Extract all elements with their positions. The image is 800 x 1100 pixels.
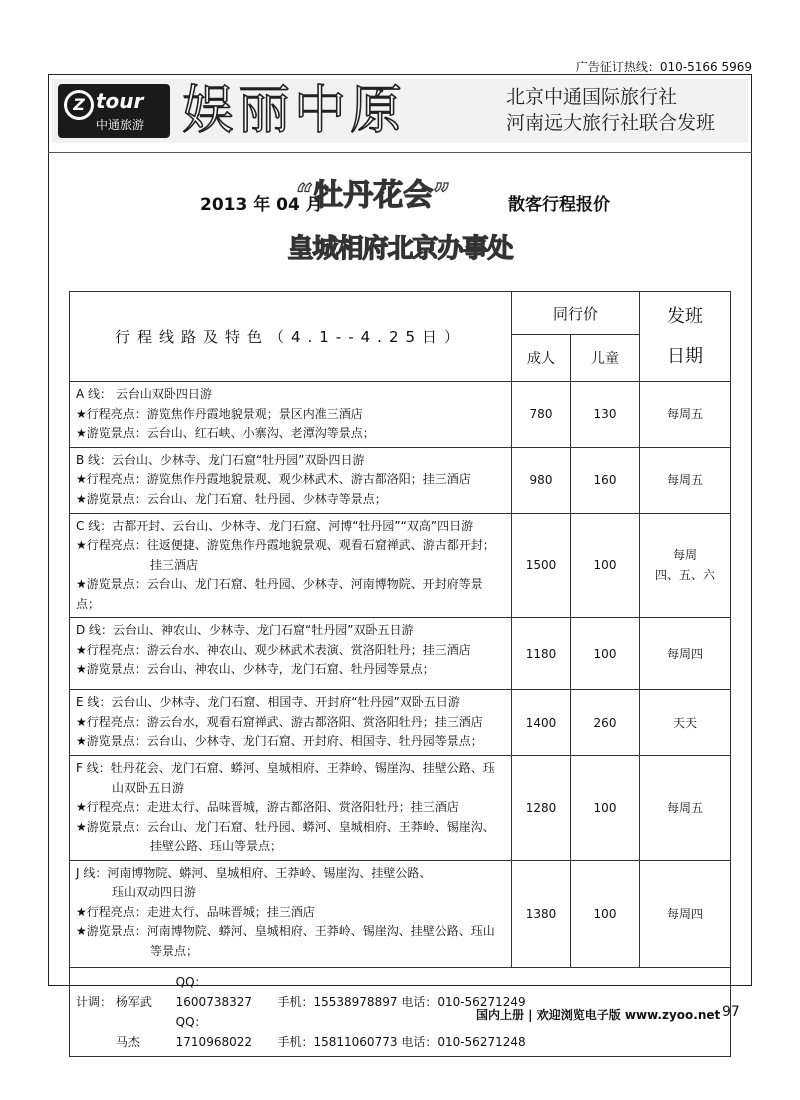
adult-price: 980	[512, 447, 571, 513]
route-cell	[70, 860, 512, 967]
itinerary-table	[69, 291, 731, 1057]
contact-name: 杨军武	[115, 994, 152, 1009]
route-cell	[70, 756, 512, 861]
route-highlight: ★行程亮点：游云台水，观看石窟禅武、游古都洛阳、赏洛阳牡丹；挂三酒店	[76, 714, 483, 729]
route-sights: ★游览景点：云台山、红石峡、小寨沟、老潭沟等景点；	[76, 426, 375, 440]
table-row	[70, 860, 731, 967]
adult-price: 1500	[512, 513, 571, 618]
organizer-line-1: 北京中通国际旅行社	[506, 86, 678, 108]
child-price: 130	[571, 382, 640, 448]
logo-subtitle: 中通旅游	[96, 118, 145, 132]
route-title: B 线：云台山、少林寺、龙门石窟“牡丹园”双卧四日游	[76, 452, 365, 467]
departure-days-line-1: 每周	[672, 548, 697, 563]
route-highlight: ★行程亮点：游览焦作丹霞地貌景观；景区内准三酒店	[76, 406, 363, 421]
departure-days: 每周五	[640, 447, 731, 513]
table-row	[70, 513, 731, 618]
quote-label: 散客行程报价	[508, 195, 610, 215]
divider	[48, 152, 752, 153]
departure-header	[640, 292, 731, 382]
adult-price: 1180	[512, 618, 571, 690]
adult-price: 1280	[512, 756, 571, 861]
organizers	[506, 84, 715, 136]
page-number: 97	[722, 1004, 740, 1020]
child-price: 100	[571, 860, 640, 967]
logo-brand: tour	[96, 89, 144, 113]
zoo-tour-logo	[58, 84, 170, 138]
route-title-cont: 山双卧五日游	[112, 780, 185, 795]
adult-price: 1380	[512, 860, 571, 967]
table-row	[70, 618, 731, 690]
route-highlight: ★行程亮点：游云台水、神农山、观少林武术表演、赏洛阳牡丹；挂三酒店	[76, 642, 471, 657]
office-name: 皇城相府北京办事处	[287, 234, 513, 264]
child-price: 160	[571, 447, 640, 513]
route-sights: ★游览景点：云台山、神农山、少林寺，龙门石窟、牡丹园等景点；	[76, 662, 435, 676]
route-highlight: ★行程亮点：游览焦作丹霞地貌景观、观少林武术、游古都洛阳；挂三酒店	[76, 472, 471, 486]
child-header: 儿童	[571, 335, 640, 382]
route-sights-cont: 挂壁公路、珏山等景点；	[150, 839, 283, 853]
route-title: C 线：古都开封、云台山、少林寺、龙门石窟、河博“牡丹园”“双高”四日游	[76, 518, 474, 533]
route-title: E 线：云台山、少林寺、龙门石窟、相国寺、开封府“牡丹园”双卧五日游	[76, 695, 460, 709]
child-price: 100	[571, 513, 640, 618]
contact-name: 马杰	[115, 1034, 140, 1049]
route-cell	[70, 382, 512, 448]
route-header: 行程线路及特色（4.1--4.25日）	[70, 292, 512, 382]
child-price: 260	[571, 690, 640, 756]
departure-days: 每周四	[640, 860, 731, 967]
route-sights: ★游览景点：云台山、龙门石窟、牡丹园、少林寺、河南博物院、开封府等景点；	[76, 577, 483, 611]
departure-days: 每周五	[640, 382, 731, 448]
banner-title: 娱丽中原	[182, 81, 407, 141]
festival-title: “牡丹花会”	[296, 178, 451, 213]
route-cell	[70, 447, 512, 513]
route-sights: ★游览景点：云台山、龙门石窟、牡丹园、少林寺等景点；	[76, 491, 387, 506]
ad-hotline: 广告征订热线：010-5166 5969	[575, 60, 752, 74]
contact-qq: QQ：1710968022	[175, 1014, 253, 1049]
route-title: J 线：河南博物院、蟒河、皇城相府、王莽岭、锡崖沟、挂壁公路、	[76, 865, 432, 880]
route-cell	[70, 513, 512, 618]
adult-price: 1400	[512, 690, 571, 756]
departure-days	[640, 513, 731, 618]
route-sights: ★游览景点：河南博物院、蟒河、皇城相府、王莽岭、锡崖沟、挂壁公路、珏山	[76, 924, 495, 938]
contact-phone: 电话：010-56271248	[401, 1034, 526, 1049]
route-highlight: ★行程亮点：走进太行、品味晋城，游古都洛阳、赏洛阳牡丹；挂三酒店	[76, 800, 459, 814]
peer-price-header: 同行价	[512, 292, 640, 335]
child-price: 100	[571, 618, 640, 690]
contact-mobile: 手机：15538978897	[277, 994, 398, 1009]
route-title: A 线： 云台山双卧四日游	[76, 387, 212, 401]
table-row	[70, 382, 731, 448]
route-sights: ★游览景点：云台山、少林寺、龙门石窟、开封府、相国寺、牡丹园等景点；	[76, 734, 483, 748]
route-title: D 线：云台山、神农山、少林寺、龙门石窟“牡丹园”双卧五日游	[76, 623, 414, 637]
footer-text: 国内上册 | 欢迎浏览电子版 www.zyoo.net	[476, 1008, 721, 1022]
contact-mobile: 手机：15811060773	[277, 1034, 398, 1049]
adult-header: 成人	[512, 335, 571, 382]
route-highlight: ★行程亮点：往返便捷、游览焦作丹霞地貌景观、观看石窟禅武、游古都开封；	[76, 538, 495, 552]
route-cell	[70, 618, 512, 690]
route-cell	[70, 690, 512, 756]
route-title: F 线：牡丹花会、龙门石窟、蟒河、皇城相府、王莽岭、锡崖沟、挂壁公路、珏	[76, 761, 495, 775]
logo-mark: Z	[64, 90, 94, 120]
route-title-cont: 珏山双动四日游	[112, 885, 197, 899]
route-highlight-cont: 挂三酒店	[150, 557, 199, 572]
departure-days: 每周四	[640, 618, 731, 690]
departure-header-line-2: 日期	[667, 345, 703, 367]
table-row	[70, 447, 731, 513]
departure-header-line-1: 发班	[667, 305, 703, 327]
contact-qq: QQ：1600738327	[175, 974, 253, 1009]
table-row	[70, 756, 731, 861]
adult-price: 780	[512, 382, 571, 448]
route-highlight: ★行程亮点：走进太行、品味晋城；挂三酒店	[76, 904, 315, 919]
departure-days: 天天	[640, 690, 731, 756]
organizer-line-2: 河南远大旅行社联合发班	[506, 112, 716, 134]
route-sights: ★游览景点：云台山、龙门石窟、牡丹园、蟒河、皇城相府、王莽岭、锡崖沟、	[76, 819, 495, 834]
child-price: 100	[571, 756, 640, 861]
contact-label: 计调：	[76, 994, 113, 1009]
departure-days-line-2: 四、五、六	[654, 568, 715, 583]
month-label: 2013 年 04 月	[200, 195, 323, 215]
route-sights-cont: 等景点；	[150, 943, 199, 958]
contact-phone: 电话：010-56271249	[401, 994, 526, 1009]
table-row	[70, 690, 731, 756]
departure-days: 每周五	[640, 756, 731, 861]
